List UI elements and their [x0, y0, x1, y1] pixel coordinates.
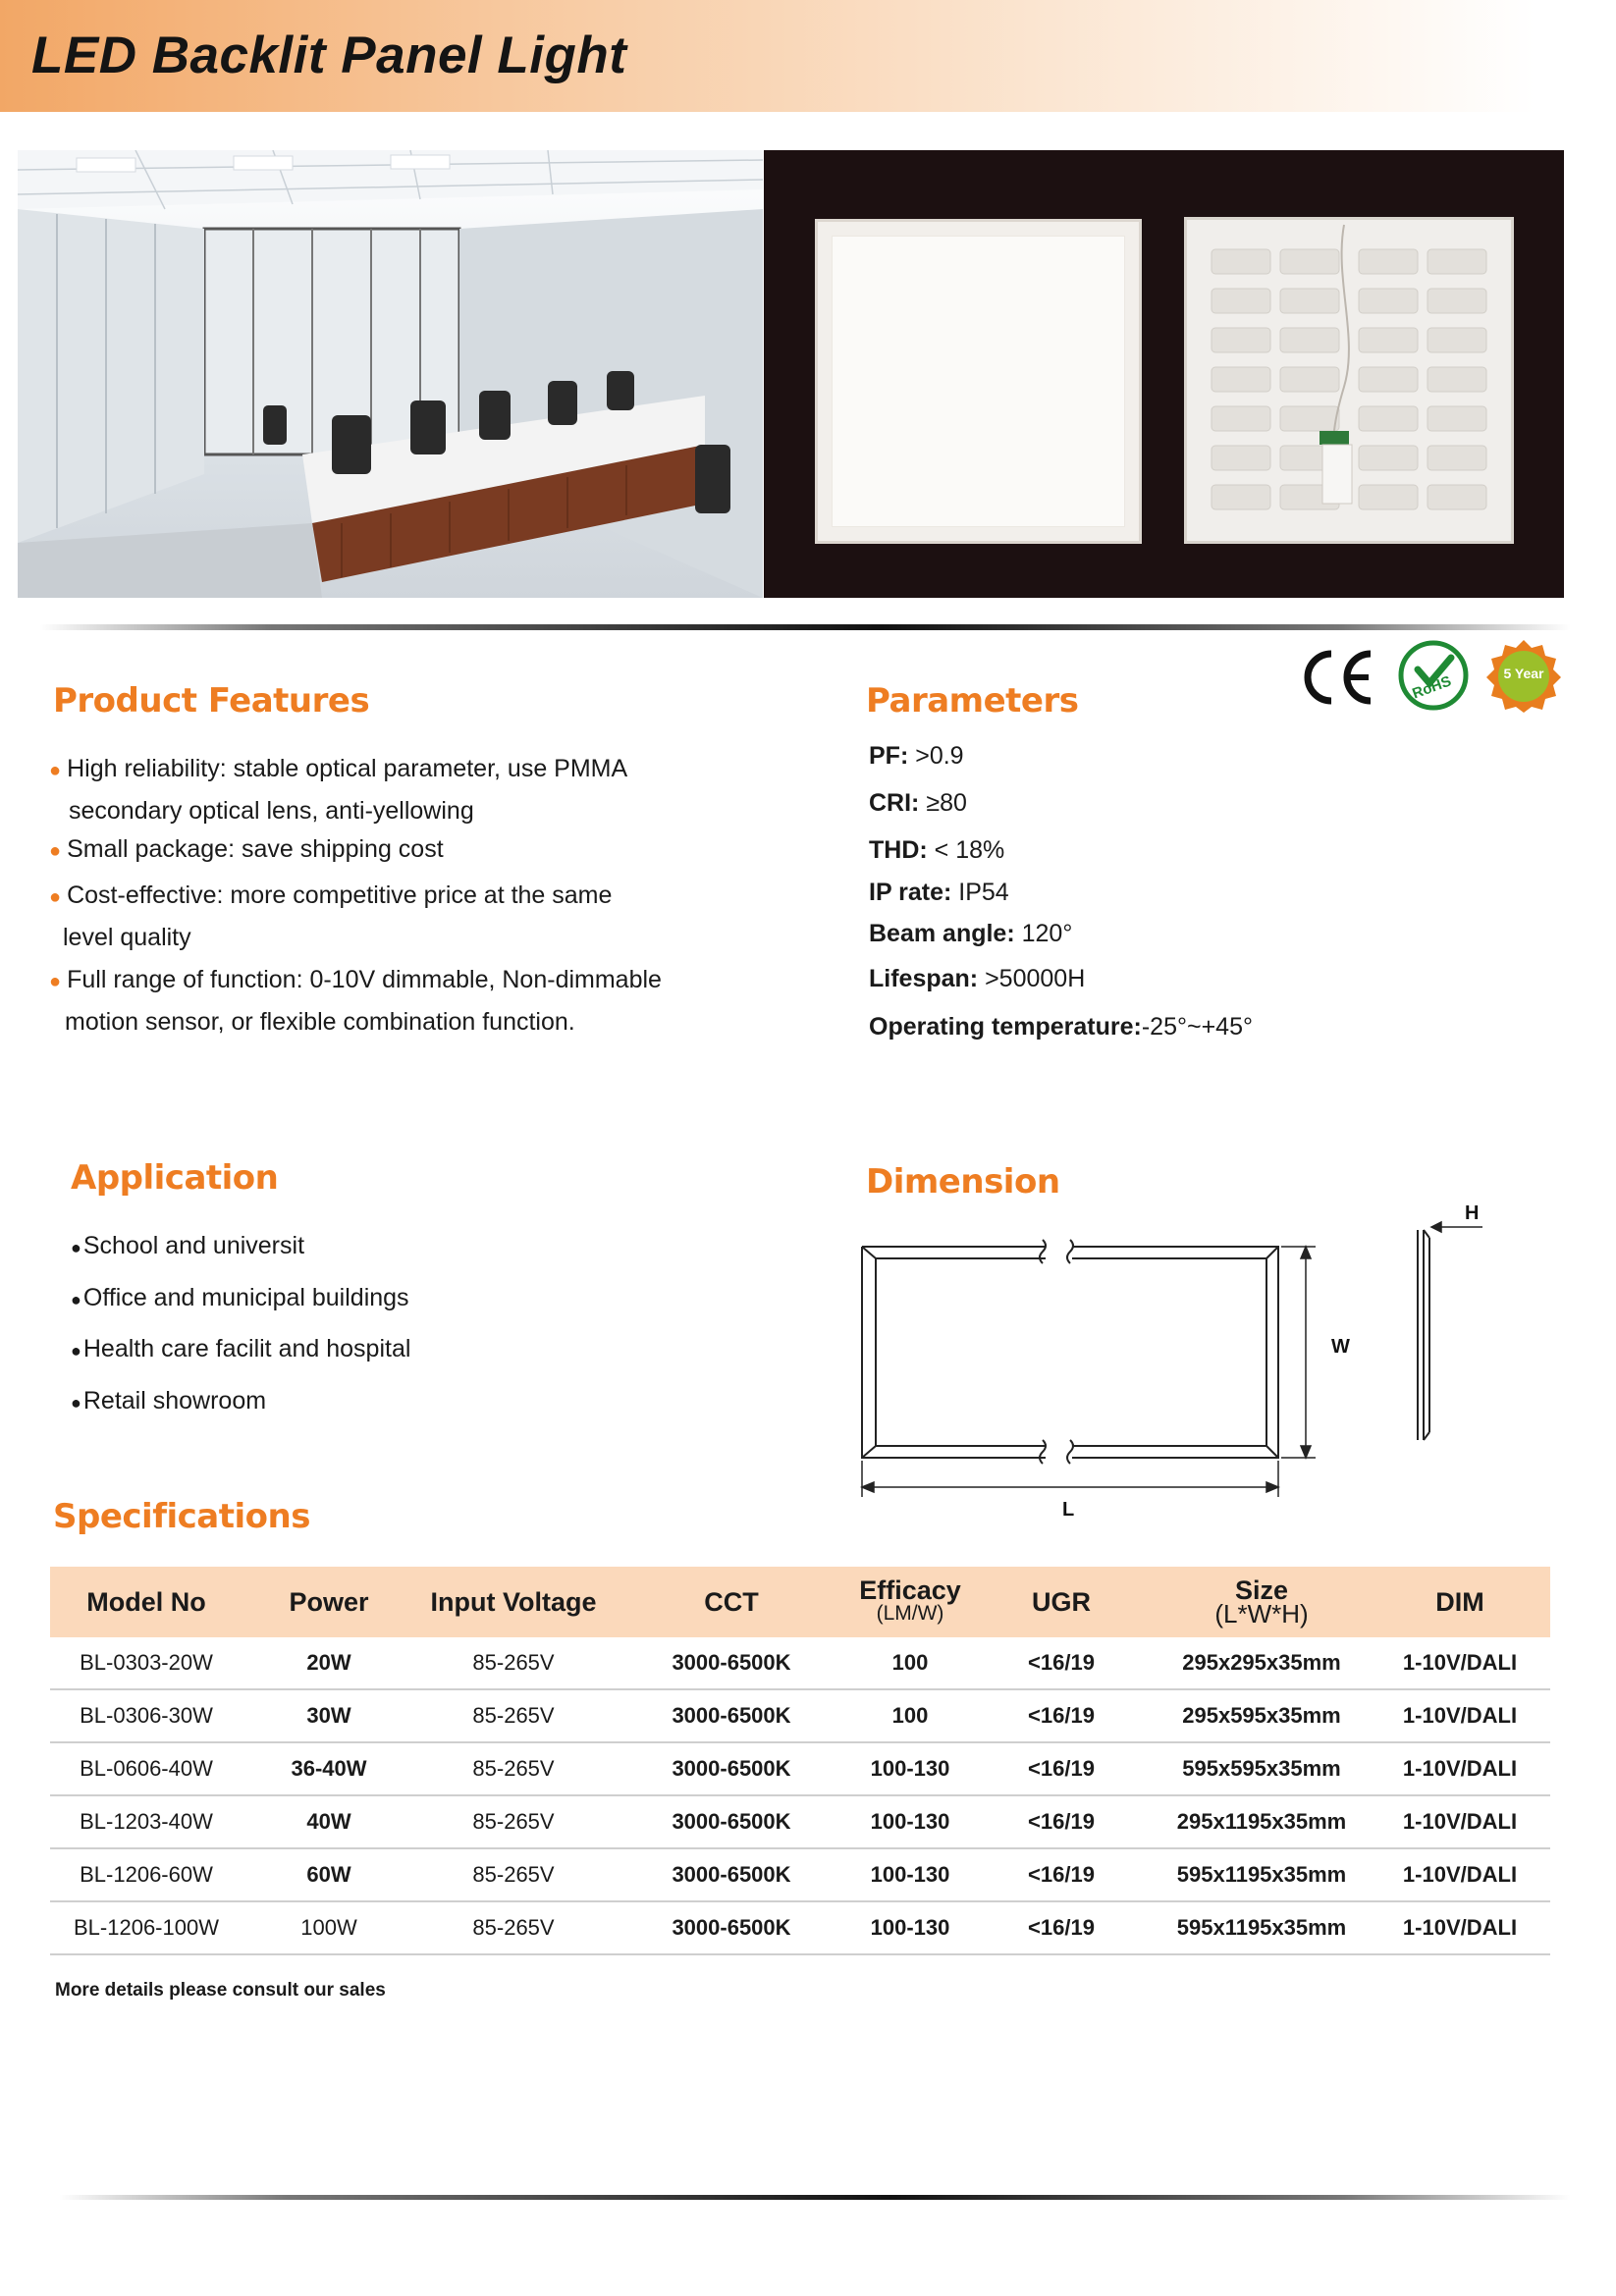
feature-line: Cost-effective: more competitive price at the same: [67, 881, 613, 909]
table-header-row: [50, 1567, 1550, 1637]
cell-cct: 3000-6500K: [612, 1901, 851, 1954]
feature-line: secondary optical lens, anti-yellowing: [69, 797, 474, 825]
feature-item: [49, 829, 795, 872]
cell-size: 295x295x35mm: [1154, 1637, 1370, 1689]
bottom-divider: [59, 2195, 1571, 2200]
application-item: ●Health care facilit and hospital: [71, 1335, 411, 1362]
cell-cct: 3000-6500K: [612, 1742, 851, 1795]
cell-cct: 3000-6500K: [612, 1795, 851, 1848]
cell-power: 36-40W: [242, 1742, 415, 1795]
cell-cct: 3000-6500K: [612, 1848, 851, 1901]
param-operating-temperature: Operating temperature:-25°~+45°: [869, 1013, 1253, 1041]
cell-voltage: 85-265V: [415, 1848, 612, 1901]
efficacy-unit: (LM/W): [876, 1602, 944, 1625]
bullet-icon: ●: [49, 971, 62, 992]
cell-size: 595x1195x35mm: [1154, 1901, 1370, 1954]
cell-dim: 1-10V/DALI: [1370, 1742, 1550, 1795]
cell-size: 595x1195x35mm: [1154, 1848, 1370, 1901]
specifications-table-wrap: [50, 1567, 1550, 1955]
param-beam-angle: Beam angle: 120°: [869, 920, 1073, 947]
cell-voltage: 85-265V: [415, 1795, 612, 1848]
feature-line: High reliability: stable optical parameter, use PMMA: [67, 755, 628, 782]
bullet-icon: ●: [49, 840, 62, 862]
cell-efficacy: 100: [851, 1637, 969, 1689]
cell-power: 30W: [242, 1689, 415, 1742]
warranty-badge: [1486, 638, 1561, 713]
cell-voltage: 85-265V: [415, 1742, 612, 1795]
param-thd: THD: < 18%: [869, 836, 1005, 864]
bullet-icon: ●: [71, 1238, 81, 1257]
consult-note: More details please consult our sales: [55, 1980, 386, 2001]
ce-mark: [1298, 648, 1376, 707]
cell-model: BL-0306-30W: [50, 1689, 242, 1742]
cell-model: BL-0606-40W: [50, 1742, 242, 1795]
feature-item: [49, 749, 795, 831]
table-row: [50, 1689, 1550, 1742]
param-cri: CRI: ≥80: [869, 789, 967, 817]
feature-line: motion sensor, or flexible combination function.: [65, 1008, 575, 1036]
col-header-efficacy: [851, 1567, 969, 1637]
cell-ugr: <16/19: [969, 1901, 1154, 1954]
param-ip-rate: IP rate: IP54: [869, 879, 1009, 906]
cell-efficacy: 100-130: [851, 1742, 969, 1795]
col-header-size: [1154, 1567, 1370, 1637]
cell-dim: 1-10V/DALI: [1370, 1795, 1550, 1848]
application-item: ●Office and municipal buildings: [71, 1284, 409, 1311]
cell-cct: 3000-6500K: [612, 1637, 851, 1689]
dimension-label-l: L: [1062, 1499, 1075, 1521]
specifications-table: [50, 1567, 1550, 1955]
col-header-ugr: UGR: [969, 1567, 1154, 1637]
application-item: ●School and universit: [71, 1232, 305, 1259]
cell-efficacy: 100-130: [851, 1901, 969, 1954]
col-header-cct: CCT: [612, 1567, 851, 1637]
cell-model: BL-1206-100W: [50, 1901, 242, 1954]
cell-size: 595x595x35mm: [1154, 1742, 1370, 1795]
param-lifespan: Lifespan: >50000H: [869, 965, 1086, 992]
cell-ugr: <16/19: [969, 1848, 1154, 1901]
cell-ugr: <16/19: [969, 1637, 1154, 1689]
rohs-badge: [1398, 640, 1469, 711]
dimension-label-w: W: [1331, 1336, 1350, 1358]
param-pf: PF: >0.9: [869, 742, 964, 770]
dimension-diagram: [854, 1202, 1502, 1526]
dimension-heading: Dimension: [866, 1162, 1060, 1201]
bullet-icon: ●: [49, 760, 62, 781]
cell-ugr: <16/19: [969, 1795, 1154, 1848]
feature-line: Small package: save shipping cost: [67, 835, 444, 863]
cell-dim: 1-10V/DALI: [1370, 1848, 1550, 1901]
table-row: [50, 1795, 1550, 1848]
cell-dim: 1-10V/DALI: [1370, 1689, 1550, 1742]
cell-size: 295x595x35mm: [1154, 1689, 1370, 1742]
cell-ugr: <16/19: [969, 1742, 1154, 1795]
panel-front-image: [815, 219, 1142, 544]
cell-efficacy: 100: [851, 1689, 969, 1742]
table-row: [50, 1637, 1550, 1689]
cell-model: BL-1206-60W: [50, 1848, 242, 1901]
page-title: LED Backlit Panel Light: [31, 27, 627, 84]
table-row: [50, 1848, 1550, 1901]
panel-photo-area: [764, 150, 1564, 598]
col-header-voltage: Input Voltage: [415, 1567, 612, 1637]
cell-voltage: 85-265V: [415, 1901, 612, 1954]
table-row: [50, 1742, 1550, 1795]
size-label: Size: [1234, 1575, 1289, 1605]
parameters-heading: Parameters: [866, 681, 1079, 721]
cell-power: 60W: [242, 1848, 415, 1901]
feature-item: [49, 960, 795, 1042]
cell-power: 40W: [242, 1795, 415, 1848]
bullet-icon: ●: [71, 1393, 81, 1413]
bullet-icon: ●: [71, 1290, 81, 1309]
cell-efficacy: 100-130: [851, 1848, 969, 1901]
size-unit: (L*W*H): [1214, 1599, 1309, 1629]
feature-line: level quality: [63, 924, 191, 951]
cell-voltage: 85-265V: [415, 1637, 612, 1689]
features-list: [49, 749, 795, 1042]
col-header-power: Power: [242, 1567, 415, 1637]
cell-dim: 1-10V/DALI: [1370, 1901, 1550, 1954]
cell-power: 20W: [242, 1637, 415, 1689]
cell-ugr: <16/19: [969, 1689, 1154, 1742]
specifications-heading: Specifications: [53, 1497, 310, 1536]
bullet-icon: ●: [71, 1341, 81, 1361]
top-divider: [39, 624, 1571, 630]
feature-line: Full range of function: 0-10V dimmable, Non-dimmable: [67, 966, 662, 993]
cell-cct: 3000-6500K: [612, 1689, 851, 1742]
bullet-icon: ●: [49, 886, 62, 908]
table-row: [50, 1901, 1550, 1954]
warranty-label: 5 Year: [1503, 666, 1544, 681]
office-photo: [18, 150, 763, 598]
panel-back-image: [1184, 217, 1514, 544]
application-item: ●Retail showroom: [71, 1387, 267, 1415]
rohs-label: RoHS: [1410, 672, 1454, 703]
col-header-model: Model No: [50, 1567, 242, 1637]
cell-model: BL-0303-20W: [50, 1637, 242, 1689]
features-heading: Product Features: [53, 681, 370, 721]
dimension-label-h: H: [1465, 1202, 1480, 1224]
col-header-dim: DIM: [1370, 1567, 1550, 1637]
cell-power: 100W: [242, 1901, 415, 1954]
cell-voltage: 85-265V: [415, 1689, 612, 1742]
cell-size: 295x1195x35mm: [1154, 1795, 1370, 1848]
cell-model: BL-1203-40W: [50, 1795, 242, 1848]
cell-efficacy: 100-130: [851, 1795, 969, 1848]
efficacy-label: Efficacy: [859, 1575, 961, 1605]
cell-dim: 1-10V/DALI: [1370, 1637, 1550, 1689]
feature-item: [49, 876, 795, 958]
application-heading: Application: [71, 1158, 279, 1198]
